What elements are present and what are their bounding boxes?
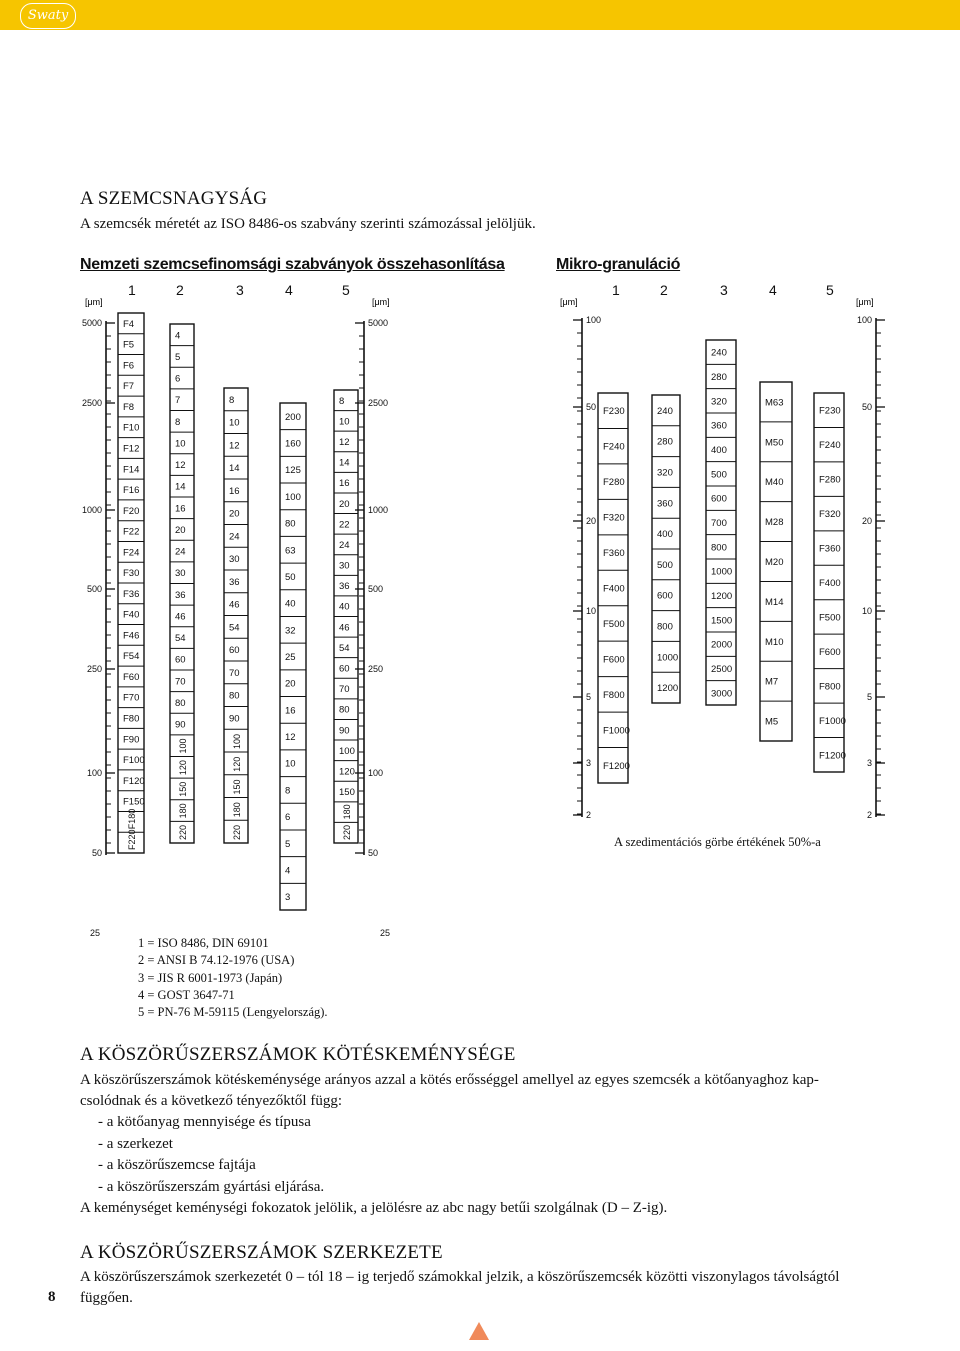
micro-ladder-col2-label: 500 [657, 559, 673, 571]
ladder-col2-label: 36 [175, 589, 186, 601]
ladder-col2-label: 14 [175, 481, 186, 493]
mid-axis-tick-label: 250 [368, 664, 384, 674]
ladder-col1-label: F40 [123, 609, 140, 621]
ladder-col3-label: 36 [229, 576, 240, 588]
ladder-col4-label: 200 [285, 411, 301, 423]
micro-ladder-col5-label: F600 [819, 646, 841, 658]
legend-item: 5 = PN-76 M-59115 (Lengyelország). [138, 1005, 328, 1020]
ladder-col3-label: 54 [229, 622, 240, 634]
left-axis-tick-label: 100 [86, 768, 102, 778]
micro-ladder-col1-label: F500 [603, 618, 625, 630]
ladder-col3-label: 30 [229, 554, 240, 566]
ladder-col1-label: F180 [127, 808, 137, 830]
ladder-col5-label: 14 [339, 457, 350, 469]
chart-left-title: Nemzeti szemcsefinomsági szabványok összehasonlítása [80, 256, 505, 273]
col-num: 3 [236, 282, 244, 298]
legend-item: 4 = GOST 3647-71 [138, 987, 235, 1002]
micro-ladder-col2-label: 400 [657, 529, 673, 541]
left-axis-tick-label: 1000 [81, 505, 102, 515]
ladder-col3-label: 46 [229, 599, 240, 611]
micro-ladder-col1-label: F1000 [603, 725, 630, 737]
ladder-col4-label: 125 [285, 465, 301, 477]
micro-ladder-col5-label: F500 [819, 612, 841, 624]
micro-left-axis-tick-label: 50 [586, 402, 597, 412]
micro-left-axis-tick-label: 10 [586, 606, 597, 616]
ladder-col2-label: 16 [175, 503, 186, 515]
micro-ladder-col4-label: M10 [765, 636, 784, 648]
ladder-col2-label: 150 [178, 781, 188, 797]
ladder-col5-label: 80 [339, 704, 350, 716]
chart-right-title: Mikro-granuláció [556, 256, 681, 273]
mid-axis-tick-label: 100 [368, 768, 384, 778]
ladder-col4-label: 8 [285, 785, 291, 797]
ladder-col1-label: F16 [123, 485, 140, 497]
ladder-col5-label: 10 [339, 416, 350, 428]
left-axis-tick-label: 500 [86, 584, 102, 594]
ladder-col5-label: 40 [339, 601, 350, 613]
left-axis-tick-label: 2500 [81, 398, 102, 408]
micro-ladder-col5-label: F800 [819, 681, 841, 693]
ladder-col2-label: 30 [175, 568, 186, 580]
ladder-col1-label: F46 [123, 630, 140, 642]
ladder-col5-label: 46 [339, 622, 350, 634]
micro-ladder-col3-label: 1000 [711, 566, 733, 578]
micro-ladder-col4-label: M7 [765, 676, 779, 688]
micro-ladder-col3-label: 1200 [711, 591, 733, 602]
ladder-col5-label: 20 [339, 498, 350, 510]
ladder-col3-label: 120 [232, 756, 242, 772]
ladder-col4-label: 6 [285, 812, 291, 824]
micro-left-axis-tick-label: 100 [586, 315, 602, 325]
legend-item: 3 = JIS R 6001-1973 (Japán) [138, 970, 283, 985]
micro-ladder-col5-label: F360 [819, 543, 841, 555]
micro-ladder-col5-label: F1200 [819, 750, 846, 762]
ladder-col5-label: 30 [339, 560, 350, 572]
list-item: - a szerkezet [98, 1135, 173, 1152]
micro-left-axis-2-tick-label: 100 [856, 315, 872, 325]
micro-ladder-col3-label: 800 [711, 542, 727, 554]
ladder-col5-label: 22 [339, 519, 350, 531]
hardness-paragraph-line1: A köszörűszerszámok kötéskeménysége arányos azzal a kötés erősséggel amellyel az egyes szemcsék a kötőanyaghoz kap- [80, 1072, 819, 1088]
ladder-col3-label: 70 [229, 667, 240, 679]
ladder-col1-label: F150 [123, 796, 145, 808]
ladder-col3-label: 80 [229, 690, 240, 702]
micro-ladder-col4-label: M50 [765, 437, 784, 449]
ladder-col4-label: 3 [285, 892, 291, 904]
micro-ladder-col4-label: M28 [765, 517, 784, 529]
micro-ladder-col3-label: 2500 [711, 664, 733, 675]
ladder-col2-label: 220 [178, 824, 188, 840]
micro-ladder-col1-label: F800 [603, 689, 625, 701]
ladder-col1-label: F90 [123, 734, 140, 746]
sedimentation-note: A szedimentációs görbe értékének 50%-a [614, 835, 821, 849]
hardness-closing: A keménységet keménységi fokozatok jelölik, a jelölésre az abc nagy betűi szolgálnak (D – Z-ig). [80, 1200, 668, 1216]
ladder-col5-label: 12 [339, 436, 350, 448]
standards-legend [138, 935, 328, 1021]
micro-left-axis-tick-label: 3 [586, 758, 592, 768]
ladder-col3-label: 10 [229, 417, 240, 429]
micro-ladder-col1-label: F1200 [603, 760, 630, 772]
micro-ladder-col4-label: M5 [765, 716, 779, 728]
micro-ladder-col2-label: 320 [657, 467, 673, 479]
section-title-structure: A KÖSZÖRŰSZERSZÁMOK SZERKEZETE [80, 1242, 443, 1263]
micro-ladder-col2-label: 800 [657, 621, 673, 633]
micro-ladder-col4-label: M63 [765, 397, 784, 409]
unit-label-micro-left: [μm] [560, 297, 578, 307]
ladder-col3-label: 220 [232, 824, 242, 840]
ladder-col2-label: 7 [175, 395, 181, 407]
ladder-col5-label: 220 [342, 824, 352, 840]
col-num: 5 [826, 282, 834, 298]
ladder-col3-label: 60 [229, 645, 240, 657]
ladder-col5-label: 100 [339, 745, 355, 757]
micro-ladder-col4-label: M40 [765, 477, 784, 489]
ladder-col4-label: 50 [285, 571, 296, 583]
ladder-col1-label: F24 [123, 547, 140, 559]
ladder-col3-label: 100 [232, 733, 242, 749]
structure-line1: A köszörűszerszámok szerkezetét 0 – tól 18 – ig terjedő számokkal jelzik, a köszörűszemcsék közötti viszonylagos távolságtól [80, 1269, 840, 1285]
micro-ladder-col1-label: F240 [603, 441, 625, 453]
mid-axis-tick-label: 25 [380, 928, 391, 938]
ladder-col4-label: 5 [285, 838, 291, 850]
micro-ladder-col3-label: 240 [711, 347, 727, 359]
legend-item: 1 = ISO 8486, DIN 69101 [138, 936, 269, 950]
ladder-col1-label: F12 [123, 443, 140, 455]
ladder-col4-label: 4 [285, 865, 291, 877]
left-axis-tick-label: 5000 [81, 318, 102, 328]
ladder-col2-label: 46 [175, 611, 186, 623]
ladder-col3-label: 180 [232, 802, 242, 818]
micro-ladder-col1-label: F600 [603, 654, 625, 666]
ladder-col3-label: 20 [229, 508, 240, 520]
ladder-col3-label: 14 [229, 463, 240, 475]
mid-axis-tick-label: 1000 [368, 505, 389, 515]
micro-ladder-col2-label: 280 [657, 436, 673, 448]
micro-ladder-col5-label: F230 [819, 405, 841, 417]
ladder-col2-label: 100 [178, 738, 188, 754]
micro-ladder-col5-label: F400 [819, 578, 841, 589]
ladder-col1-label: F4 [123, 318, 135, 330]
ladder-col3-label: 8 [229, 394, 235, 406]
hardness-paragraph-line2: csolódnak és a következő tényezőktől függ: [80, 1093, 343, 1109]
ladder-col2-label: 12 [175, 460, 186, 472]
micro-ladder-col5-label: F240 [819, 440, 841, 452]
ladder-col5-label: 54 [339, 642, 350, 654]
ladder-col4-label: 80 [285, 518, 296, 530]
ladder-col4-label: 25 [285, 652, 296, 663]
ladder-col1-label: F14 [123, 464, 140, 476]
micro-ladder-col1-label: F280 [603, 477, 625, 489]
micro-ladder-col1-label: F360 [603, 548, 625, 560]
ladder-col5-label: 24 [339, 539, 350, 551]
ladder-col4-label: 12 [285, 732, 296, 744]
ladder-col3-label: 90 [229, 713, 240, 725]
micro-ladder-col3-label: 400 [711, 445, 727, 456]
left-axis-tick-label: 25 [89, 928, 100, 938]
ladder-col5-label: 150 [339, 787, 355, 799]
micro-ladder-col5-label: F280 [819, 474, 841, 486]
ladder-col2-label: 5 [175, 351, 181, 363]
micro-ladder-col3-label: 500 [711, 469, 727, 481]
micro-left-axis-tick-label: 2 [586, 810, 592, 820]
page-number: 8 [48, 1289, 56, 1305]
micro-ladder-col1-label: F230 [603, 406, 625, 418]
micro-ladder-col3-label: 320 [711, 396, 727, 408]
micro-ladder-col3-label: 360 [711, 420, 727, 432]
ladder-col5-label: 90 [339, 725, 350, 737]
ladder-col2-label: 20 [175, 524, 186, 536]
ladder-col1-label: F80 [123, 713, 140, 725]
ladder-col5-label: 60 [339, 663, 350, 675]
ladder-col5-label: 180 [342, 804, 352, 820]
ladder-col1-label: F36 [123, 588, 140, 600]
ladder-col2-label: 6 [175, 373, 181, 385]
micro-ladder-col4-label: M20 [765, 557, 784, 568]
micro-ladder-col1-label: F400 [603, 583, 625, 595]
ladder-col2-label: 4 [175, 330, 181, 342]
ladder-col3-label: 16 [229, 485, 240, 497]
col-num: 2 [660, 282, 668, 298]
brand-logo: Swaty [20, 3, 76, 29]
section-title-hardness: A KÖSZÖRŰSZERSZÁMOK KÖTÉSKEMÉNYSÉGE [80, 1044, 516, 1065]
ladder-col5-label: 16 [339, 478, 350, 490]
ladder-col4-label: 160 [285, 438, 301, 450]
micro-left-axis-2-tick-label: 3 [866, 758, 872, 768]
mid-axis-tick-label: 500 [368, 584, 384, 594]
ladder-col1-label: F120 [123, 775, 145, 787]
left-axis-tick-label: 250 [86, 664, 102, 674]
ladder-col2-label: 8 [175, 416, 181, 428]
hardness-factor-list [98, 1112, 324, 1198]
ladder-col4-label: 16 [285, 705, 296, 717]
col-num: 4 [285, 282, 293, 298]
ladder-col5-label: 120 [339, 766, 355, 778]
ladder-col5-label: 8 [339, 395, 345, 407]
micro-ladder-col5-label: F1000 [819, 715, 846, 727]
unit-label-left: [μm] [85, 297, 103, 307]
ladder-col5-label: 36 [339, 581, 350, 593]
ladder-col4-label: 10 [285, 758, 296, 770]
micro-ladder-col1-label: F320 [603, 512, 625, 524]
ladder-col2-label: 90 [175, 719, 186, 731]
ladder-col1-label: F8 [123, 401, 135, 413]
unit-label-right: [μm] [372, 297, 390, 307]
ladder-col1-label: F70 [123, 692, 140, 704]
micro-left-axis-2-tick-label: 5 [866, 692, 872, 702]
ladder-col4-label: 20 [285, 678, 296, 690]
ladder-col2-label: 120 [178, 760, 188, 776]
micro-ladder-col2-label: 1000 [657, 652, 679, 664]
triangle-marker-icon [469, 1322, 489, 1340]
mid-axis-tick-label: 50 [368, 848, 379, 858]
ladder-col4-label: 32 [285, 625, 296, 637]
ladder-col2-label: 80 [175, 697, 186, 709]
ladder-col1-label: F10 [123, 422, 140, 434]
col-num: 1 [128, 282, 136, 298]
micro-ladder-col3-label: 600 [711, 493, 727, 505]
micro-left-axis-2-tick-label: 2 [866, 810, 872, 820]
ladder-col1-label: F30 [123, 568, 140, 580]
ladder-col2-label: 24 [175, 546, 186, 558]
ladder-col2-label: 54 [175, 633, 186, 645]
micro-ladder-col3-label: 700 [711, 518, 727, 529]
ladder-col3-label: 150 [232, 779, 242, 795]
ladder-col1-label: F60 [123, 671, 140, 683]
col-num: 3 [720, 282, 728, 298]
mid-axis-tick-label: 5000 [368, 318, 389, 328]
micro-ladder-col3-label: 3000 [711, 688, 733, 700]
list-item: - a köszörűszerszám gyártási eljárása. [98, 1178, 325, 1195]
ladder-col1-label: F20 [123, 505, 140, 517]
ladder-col1-label: F100 [123, 755, 145, 767]
list-item: - a kötőanyag mennyisége és típusa [98, 1114, 311, 1130]
micro-left-axis-tick-label: 20 [586, 516, 597, 526]
micro-ladder-col3-label: 1500 [711, 615, 733, 627]
micro-left-axis-tick-label: 5 [586, 692, 592, 702]
micro-ladder-col4-label: M14 [765, 596, 784, 608]
ladder-col2-label: 10 [175, 438, 186, 450]
ladder-col1-label: F6 [123, 360, 135, 372]
micro-left-axis-2-tick-label: 50 [861, 402, 872, 412]
ladder-col4-label: 100 [285, 491, 301, 503]
micro-ladder-col2-label: 240 [657, 405, 673, 417]
micro-ladder-col2-label: 1200 [657, 683, 679, 695]
ladder-col2-label: 70 [175, 676, 186, 688]
structure-line2: függően. [80, 1290, 133, 1306]
ladder-col1-label: F54 [123, 651, 140, 663]
left-axis-tick-label: 50 [91, 848, 102, 858]
ladder-col1-label: F5 [123, 339, 135, 351]
section-intro: A szemcsék méretét az ISO 8486-os szabvány szerinti számozással jelöljük. [80, 216, 536, 232]
legend-item: 2 = ANSI B 74.12-1976 (USA) [138, 953, 295, 968]
ladder-col1-label: F22 [123, 526, 140, 538]
micro-left-axis-2-tick-label: 10 [861, 606, 872, 616]
col-num: 2 [176, 282, 184, 298]
list-item: - a köszörűszemcse fajtája [98, 1157, 256, 1173]
micro-ladder-col2-label: 360 [657, 498, 673, 510]
ladder-col3-label: 24 [229, 531, 240, 543]
micro-ladder-col5-label: F320 [819, 509, 841, 521]
ladder-col2-label: 180 [178, 803, 188, 819]
col-num: 5 [342, 282, 350, 298]
ladder-col4-label: 40 [285, 598, 296, 610]
micro-left-axis-2-tick-label: 20 [861, 516, 872, 526]
ladder-col1-label: F7 [123, 381, 135, 393]
ladder-col3-label: 12 [229, 440, 240, 452]
micro-ladder-col2-label: 600 [657, 590, 673, 602]
ladder-col1-label: F220 [127, 829, 137, 850]
col-num: 1 [612, 282, 620, 298]
ladder-col2-label: 60 [175, 654, 186, 666]
section-title-grain-size: A SZEMCSNAGYSÁG [80, 188, 268, 209]
ladder-col5-label: 70 [339, 684, 350, 696]
col-num: 4 [769, 282, 777, 298]
unit-label-micro-right: [μm] [856, 297, 874, 307]
micro-ladder-col3-label: 280 [711, 372, 727, 383]
ladder-col4-label: 63 [285, 545, 296, 557]
micro-ladder-col3-label: 2000 [711, 639, 733, 651]
mid-axis-tick-label: 2500 [368, 398, 389, 408]
